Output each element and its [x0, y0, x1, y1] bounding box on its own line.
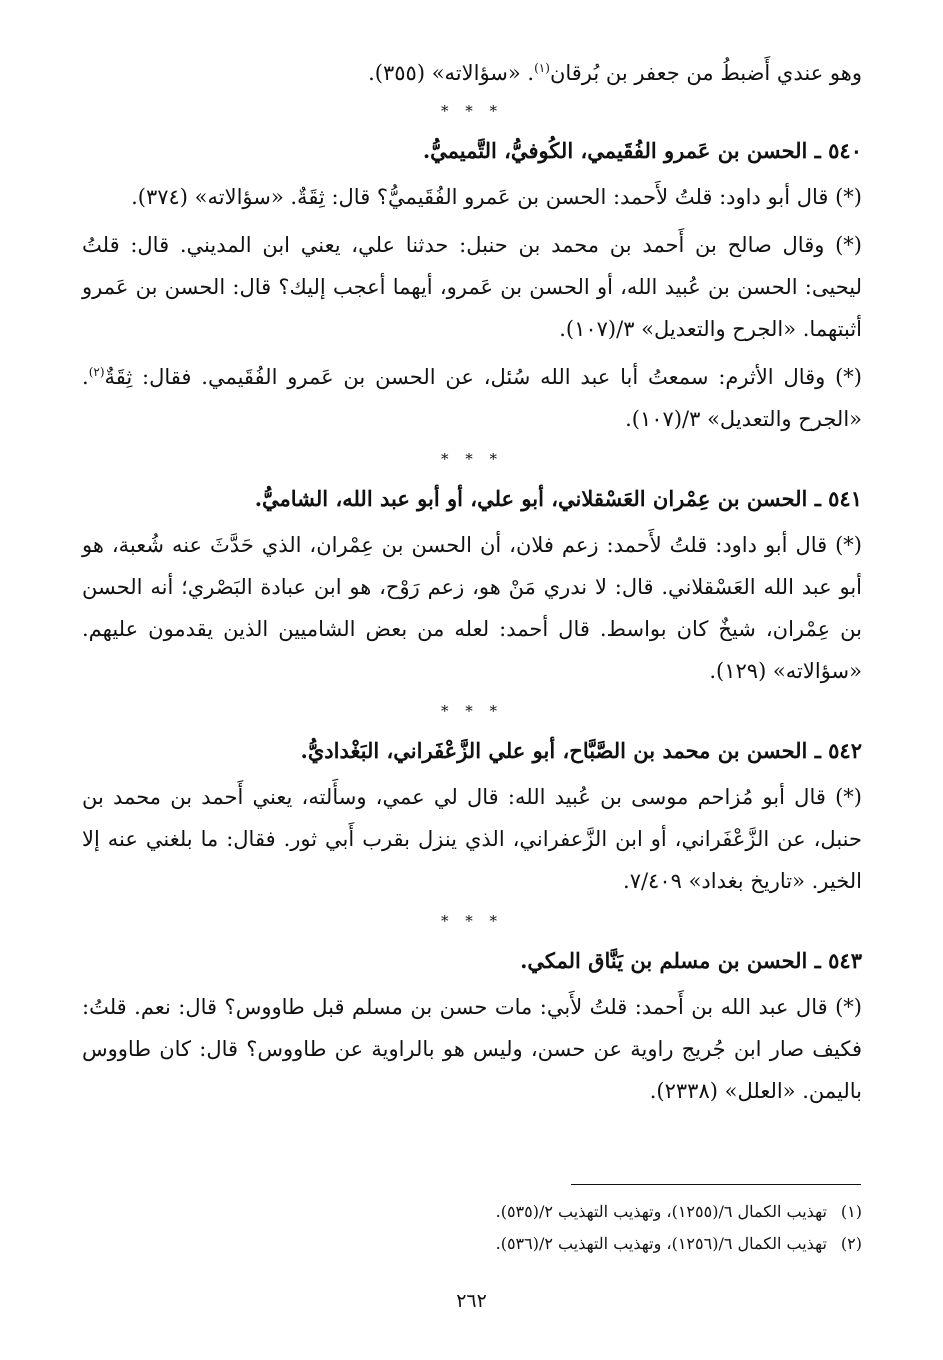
separator: * * * [440, 912, 504, 930]
footnote-divider [571, 1184, 861, 1185]
entry-541 [82, 478, 862, 692]
quote-paragraph: (*) قال عبد الله بن أَحمد: قلتُ لأَبي: مات حسن بن مسلم قبل طاووس؟ قال: نعم. قلتُ: فكيف صار ابن جُريج راوية عن حسن، وليس هو بالراوية عن طاووس؟ قال: كان طاووس باليمن. «العلل» (٢٣٣٨). [82, 995, 862, 1103]
quote-citation: . «الجرح والتعديل» ٣/(١٠٧). [82, 365, 862, 431]
page-number: ٢٦٢ [456, 1290, 487, 1312]
separator: * * * [440, 450, 504, 468]
separator: * * * [440, 102, 504, 120]
quote-paragraph: (*) وقال صالح بن أَحمد بن محمد بن حنبل: حدثنا علي، يعني ابن المديني. قال: قلتُ ليحيى: الحسن بن عُبيد الله، أو الحسن بن عَمرو، أيهما أعجب إليك؟ قال: الحسن بن عَمرو أثبتهما. «الجرح والتعديل» ٣/(١٠٧). [82, 233, 862, 341]
entry-540 [82, 130, 862, 440]
lead-text: وهو عندي أَضبطُ من جعفر بن بُرقان [549, 61, 862, 85]
quote-paragraph: (*) قال أبو داود: قلتُ لأَحمد: الحسن بن عَمرو الفُقَيميُّ؟ قال: ثِقَةٌ. «سؤالاته» (٣٧٤). [131, 185, 862, 209]
quote-text: (*) وقال الأثرم: سمعتُ أبا عبد الله سُئل، عن الحسن بن عَمرو الفُقَيمي. فقال: ثِقَةٌ [104, 365, 862, 389]
entry-heading: ٥٤١ ـ الحسن بن عِمْران العَسْقلاني، أبو علي، أو أبو عبد الله، الشاميُّ. [254, 486, 862, 511]
entry-heading: ٥٤٣ ـ الحسن بن مسلم بن يَنَّاق المكي. [520, 948, 862, 973]
footnote-number: (٢) [840, 1234, 862, 1253]
footnote-2 [82, 1228, 862, 1260]
entry-543 [82, 940, 862, 1112]
quote-paragraph: (*) قال أبو مُزاحم موسى بن عُبيد الله: قال لي عمي، وسأَلته، يعني أَحمد بن محمد بن حنبل، عن الزَّعْفَراني، أو ابن الزَّعفراني، الذي ينزل بقرب أَبي ثور. فقال: ما بلغني عنه إلا الخير. «تاريخ بغداد» ٧/٤٠٩. [82, 785, 862, 893]
entry-heading: ٥٤٠ ـ الحسن بن عَمرو الفُقَيمي، الكُوفيُّ، التَّميميُّ. [422, 138, 862, 163]
footnote-marker-1[interactable]: (١) [534, 61, 550, 75]
quote-paragraph [82, 356, 862, 440]
entry-542 [82, 730, 862, 902]
page-body [82, 52, 862, 1118]
footnote-number: (١) [840, 1202, 862, 1221]
footnotes [82, 1196, 862, 1260]
footnote-marker-2[interactable]: (٢) [88, 365, 105, 379]
separator: * * * [440, 702, 504, 720]
footnote-text: تهذيب الكمال ٦/(١٢٥٥)، وتهذيب التهذيب ٢/(٥٣٥). [495, 1202, 827, 1221]
lead-paragraph [82, 52, 862, 94]
lead-citation: . «سؤالاته» (٣٥٥). [368, 61, 535, 85]
entry-heading: ٥٤٢ ـ الحسن بن محمد بن الصَّبَّاح، أبو علي الزَّعْفَراني، البَغْداديُّ. [300, 738, 862, 763]
quote-paragraph: (*) قال أبو داود: قلتُ لأَحمد: زعم فلان، أن الحسن بن عِمْران، الذي حَدَّثَ عنه شُعبة، هو أبو عبد الله العَسْقلاني. قال: لا ندري مَنْ هو، زعم رَوْح، هو ابن عبادة البَصْري؛ أنه الحسن بن عِمْران، شيخٌ كان بواسط. قال أحمد: لعله من بعض الشاميين الذين يقدمون عليهم. «سؤالاته» (١٢٩). [82, 533, 862, 683]
footnote-text: تهذيب الكمال ٦/(١٢٥٦)، وتهذيب التهذيب ٢/(٥٣٦). [495, 1234, 827, 1253]
footnote-1 [82, 1196, 862, 1228]
